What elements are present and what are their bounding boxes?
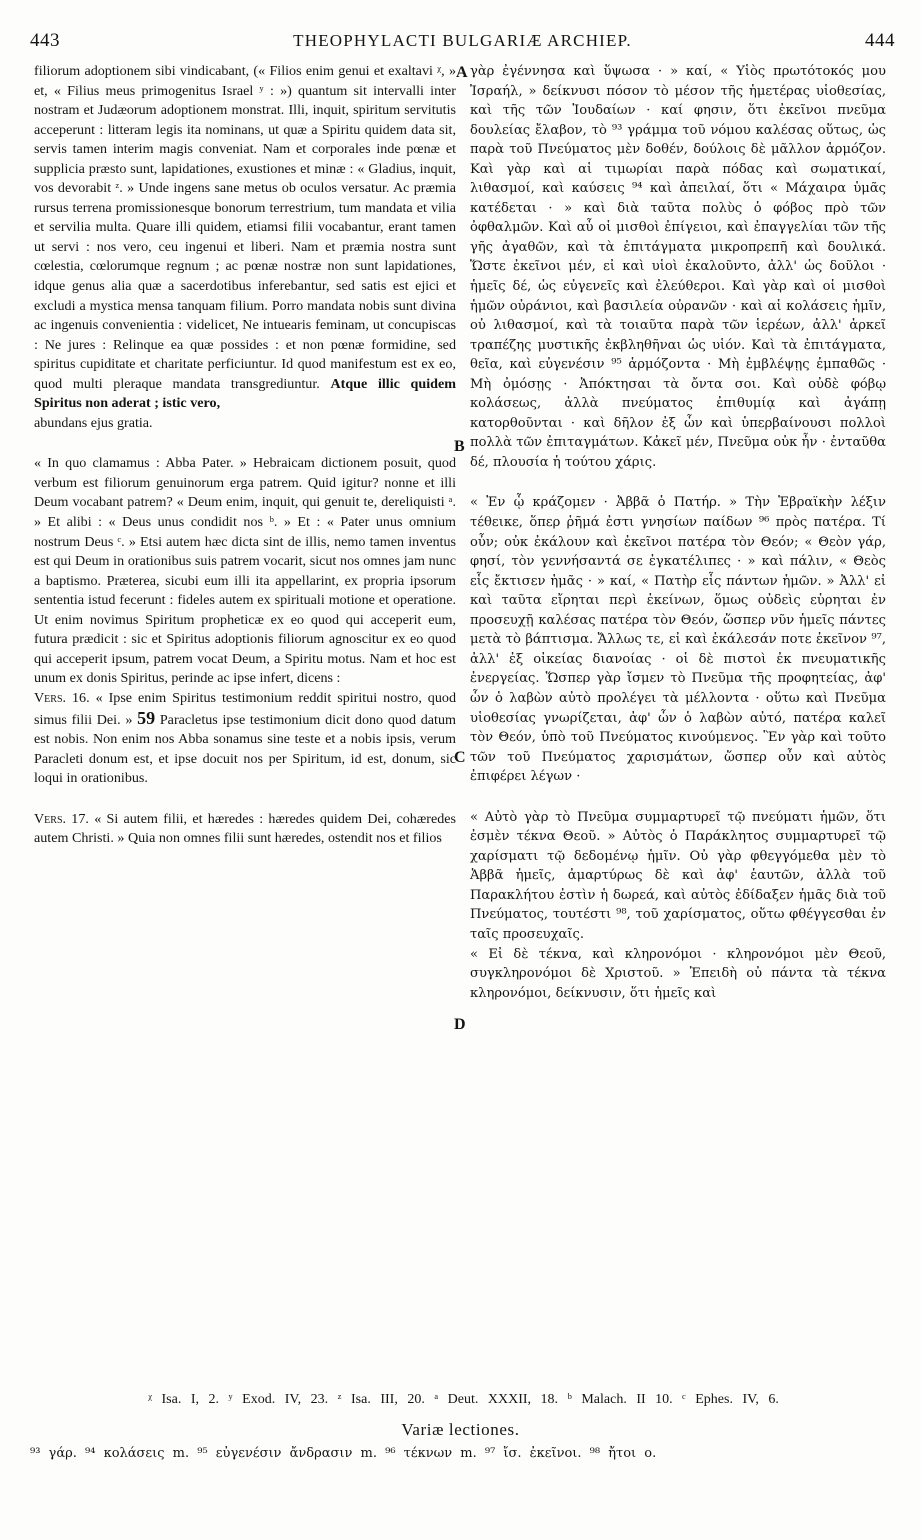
section-marker-a: A: [456, 64, 468, 81]
latin-paragraph-1-text: filiorum adoptionem sibi vindicabant, (« Filios enim genui et exaltavi ᵡ, » et, « Filius meus primogenitus Israel ʸ : ») quantum sit intervalli inter nostram et Judæorum adoptionem monstrat. Illi, inquit, spiritum servitutis acceperunt : litteram legis ita nominans, ut quæ a Spiritu quidem data sit, servis tamen interim magis conveniat. Nam et corporales inde pœnæ et supplicia præsto sunt, lapidationes, exustiones et minæ : « Gladius, inquit, vos devorabit ᶻ. » Unde ingens sane metus ob oculos versatur. Ac præmia rursus terrena promissionesque bonorum terrestrium, tum mandata et vilia et servilia multa. Quare illi quidem, etiamsi filii vocabantur, erant tamen ut servi : nos vero, ceu ingenui et liberi. Nam et præmia nostra sunt cœlestia, cœlorumque regnum ; ac pœnæ nostræ non sunt lapidationes, idque genus alia quæ a sacerdotibus inferebantur, sed satis est ejici et excludi a mystica mensa tanquam filium. Porro mandata nobis sunt divina ac ingenuis convenientia : videlicet, Ne intuearis feminam, ut concupiscas : Ne jures : Relinque ea quæ possides : et non pœnæ formidine, sed spiritus cupiditate et charitate perficiuntur. Id quod manifestum est ex eo, quod multi pleraque mandata transgrediuntur.: [34, 63, 456, 392]
latin-paragraph-3-text: Paracletus ipse testimonium dicit dono quod datum est nobis. Non enim nos Abba sonamus sine teste et a nobis ipsis, verum Paracleti donum est, et ipse docuit nos per Spiritum, id est, donum, sic loqui in orationibus.: [34, 711, 456, 787]
latin-paragraph-3-quote: « Ipse enim Spiritus testimonium reddit spiritui nostro, quod simus filii Dei. »: [34, 689, 456, 728]
section-marker-b: B: [454, 438, 465, 455]
latin-paragraph-1: [34, 62, 456, 414]
latin-paragraph-4: [34, 810, 456, 849]
latin-column: [34, 62, 456, 849]
column-number: 59: [137, 707, 156, 728]
page-number-left: 443: [30, 30, 60, 51]
greek-paragraph-3: « Αὐτὸ γὰρ τὸ Πνεῦμα συμμαρτυρεῖ τῷ πνεύματι ἡμῶν, ὅτι ἐσμὲν τέκνα Θεοῦ. » Αὐτὸς ὁ Παράκλητος συμμαρτυρεῖ τῷ χαρίσματι τῷ δεδομένῳ ἡμῖν. Οὐ γὰρ φθεγγόμεθα μὲν τὸ Ἀββᾶ ἡμεῖς, ἀμαρτύρως δὲ καὶ ἀφ' ἑαυτῶν, ἀλλὰ τοῦ Παρακλήτου ἐστὶν ἡ δωρεά, καὶ αὐτὸς ἐδίδαξεν ἡμᾶς διὰ τοῦ Πνεύματος, τουτέστι ⁹⁸, τοῦ χαρίσματος, οὕτω φθέγγεσθαι ἐν ταῖς προσευχαῖς.: [470, 809, 886, 942]
variae-lectiones: ⁹³ γάρ. ⁹⁴ κολάσεις m. ⁹⁵ εὐγενέσιν ἄνδρασιν m. ⁹⁶ τέκνων m. ⁹⁷ ἴσ. ἐκεῖνοι. ⁹⁸ ἤτοι ο.: [30, 1446, 657, 1461]
scripture-references: ᵡ Isa. I, 2. ʸ Exod. IV, 23. ᶻ Isa. III, 20. ᵃ Deut. XXXII, 18. ᵇ Malach. II 10. ᶜ Ephes. IV, 6.: [148, 1392, 779, 1407]
verse-label-17: Vers. 17.: [34, 810, 89, 827]
section-marker-d: D: [454, 1016, 466, 1033]
verse-label-16: Vers. 16.: [34, 689, 90, 706]
latin-paragraph-3: [34, 689, 456, 789]
page-number-right: 444: [865, 30, 895, 51]
greek-paragraph-2: « Ἐν ᾧ κράζομεν · Ἀββᾶ ὁ Πατήρ. » Τὴν Ἑβραϊκὴν λέξιν τέθεικε, ὅπερ ῥῆμά ἐστι γνησίων παίδων ⁹⁶ πρὸς πατέρα. Τί οὖν; οὐκ ἐκάλουν καὶ ἐκεῖνοι πατέρα τὸν Θεόν; « Θεὸν γάρ, φησί, τὸν γεννήσαντά σε ἐγκατέλιπες · » καὶ πάλιν, « Θεὸς εἷς ἔκτισεν ἡμᾶς · » καί, « Πατὴρ εἷς πάντων ἡμῶν. » Ἀλλ' εἰ καὶ ταῦτα εἴρηται περὶ ἐκείνων, ὅμως οὐδεὶς εὑρηται ἐν προσευχῇ καλέσας πατέρα τὸν Θεόν, ὥσπερ νῦν ἡμεῖς πάντες μετὰ τὸ βάπτισμα. Ἄλλως τε, εἰ καὶ ἐκάλεσάν ποτε ἐκεῖνον ⁹⁷, ἀλλ' ἐξ οἰκείας διανοίας · οἱ δὲ πιστοὶ ἐκ πνευματικῆς ἐνεργείας. Ὥσπερ γὰρ ἴσμεν τὸ Πνεῦμα τῆς προφητείας, ἀφ' ὧν ὁ λαβὼν αὐτὸ προλέγει τὰ μέλλοντα · οὕτω καὶ Πνεῦμα υἱοθεσίας γνωρίζεται, ἀφ' ὧν ὁ λαβὼν αὐτό, πατέρα καλεῖ τὸν Θεόν, ὑπὸ τοῦ Πνεύματος κινούμενος. Ἓν γὰρ καὶ τοῦτο τῶν τοῦ Πνεύματος χαρισμάτων, ὥσπερ οὖν καὶ αὐτὸς ἐπιφέρει λέγων ·: [470, 495, 886, 785]
latin-paragraph-4-text: « Si autem filii, et hæredes : hæredes quidem Dei, cohæredes autem Christi. » Quia non omnes filii sunt hæredes, ostendit nos et filios: [34, 810, 456, 847]
section-marker-c: C: [454, 749, 466, 766]
running-title: THEOPHYLACTI BULGARIÆ ARCHIEP.: [293, 31, 632, 50]
latin-paragraph-2: « In quo clamamus : Abba Pater. » Hebraicam dictionem posuit, quod verbum est filiorum genuinorum erga patrem. Quid igitur? nonne et illi Deum vocabant patrem? « Deum enim, inquit, qui genuit te, dereliquisti ᵃ. » Et alibi : « Deus unus condidit nos ᵇ. » Et : « Pater unus omnium nostrum Deus ᶜ. » Etsi autem hæc dicta sint de illis, nemo tamen inventus est qui Deum in orationibus suis patrem vocarit, sicut nos omnes jam nunc a baptismo. Præterea, sicubi eum illi ita appellarint, ex propria ipsorum sententia istud fecerunt : fideles autem ex spirituali motione et operatione. Ut enim novimus Spiritum propheticæ ex eo quod qui acceperit eum, futura prædicit : sic et Spiritus adoptionis filiorum agnoscitur ex eo quod qui acceperit ipsum, patrem vocat Deum, a Spiritu motus. Nam et hoc est unum ex donis Spiritus, perinde ac ipse infert, dicens :: [34, 455, 456, 687]
greek-column: [470, 62, 886, 1003]
variae-lectiones-title: Variæ lectiones.: [401, 1420, 520, 1439]
latin-paragraph-1-tail: Atque illic quidem Spiritus non aderat ; istic vero,: [34, 375, 456, 412]
latin-paragraph-1-end: abundans ejus gratia.: [34, 414, 153, 431]
running-head: [30, 30, 895, 52]
greek-paragraph-1: γὰρ ἐγέννησα καὶ ὕψωσα · » καί, « Υἱὸς πρωτότοκός μου Ἰσραήλ, » δείκνυσι πόσον τὸ μέσον τῆς ἡμετέρας υἱοθεσίας, καὶ τῆς τῶν Ἰουδαίων · καί φησιν, ὅτι ἐκεῖνοι πνεῦμα δουλείας ἔλαβον, τὸ ⁹³ γράμμα τοῦ νόμου καλέσας οὕτως, ὡς παρὰ τοῦ Πνεύματος μὲν δοθέν, δούλοις δὲ μᾶλλον ἁρμόζον. Καὶ γὰρ καὶ αἱ τιμωρίαι παρὰ πόδας καὶ σωματικαί, λιθασμοί, καὶ καύσεις ⁹⁴ καὶ ἀπειλαί, ὅτι « Μάχαιρα ὑμᾶς κατέδεται · » καὶ διὰ ταῦτα πολὺς ὁ φόβος πρὸ τῶν ὀφθαλμῶν. Καὶ αὖ οἱ μισθοὶ ἐπίγειοι, καὶ ἐπαγγελίαι τῶν τῆς γῆς ἀγαθῶν, καὶ τὰ ἐπιτάγματα μικροπρεπῆ καὶ δουλικά. Ὥστε ἐκεῖνοι μέν, εἰ καὶ υἱοὶ ἐκαλοῦντο, ἀλλ' ὡς δοῦλοι · ἡμεῖς δέ, ὡς εὐγενεῖς καὶ ἐλεύθεροι. Καὶ γὰρ καὶ οἱ μισθοὶ ἡμῶν οὐράνιοι, καὶ βασιλεία οὐρανῶν · καὶ αἱ κολάσεις ἡμῖν, οὐ λιθασμοί, καὶ τὰ τοιαῦτα παρὰ τῶν ἱερέων, ἀλλ' ἀρκεῖ τραπέζης μυστικῆς ἐκβληθῆναι ὡς υἱόν. Καὶ τὰ ἐπιτάγματα, θεῖα, καὶ εὐγενέσιν ⁹⁵ ἁρμόζοντα · Μὴ ἐμβλέψῃς ἐμπαθῶς · Μὴ ὀμόσῃς · Ἀπόκτησαι τὰ ὄντα σοι. Καὶ οὐδὲ φόβῳ κολάσεως, ἀλλὰ πνεύματος ἐπιθυμίᾳ καὶ ἀγάπῃ κατορθοῦνται · καὶ δῆλον ἐξ ὧν καὶ ὑπερβαίνουσι πολλοὶ πολλὰ τῶν ἐπιταγμάτων. Κἀκεῖ μέν, Πνεῦμα οὐκ ἦν · ἐνταῦθα δέ, πλουσία ἡ τούτου χάρις.: [470, 64, 886, 470]
greek-paragraph-4: « Εἰ δὲ τέκνα, καὶ κληρονόμοι · κληρονόμοι μὲν Θεοῦ, συγκληρονόμοι δὲ Χριστοῦ. » Ἐπειδὴ οὐ πάντα τὰ τέκνα κληρονόμοι, δείκνυσιν, ὅτι ἡμεῖς καὶ: [470, 946, 886, 1001]
